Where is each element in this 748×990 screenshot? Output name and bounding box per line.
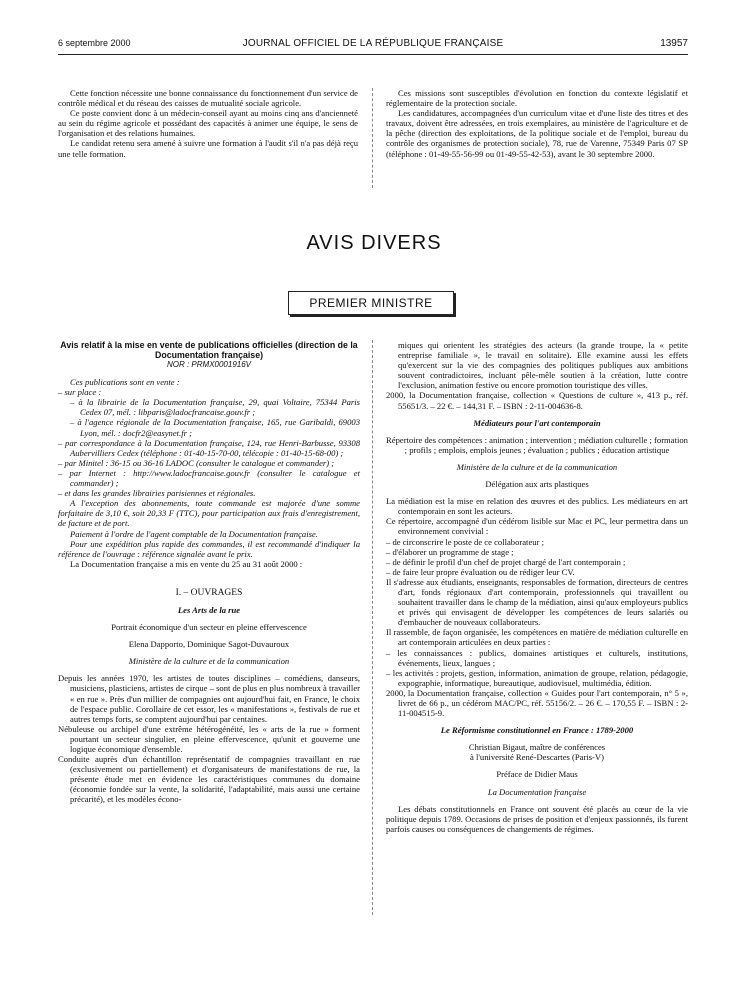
list-item: – les activités : projets, gestion, information, animation de groupe, relation, pédagogie, expographie, informatique, bureautique, audiovisuel, multimédia, édition. xyxy=(386,667,688,688)
paragraph: A l'exception des abonnements, toute commande est majorée d'une somme forfaitaire de 3,10 €, soit 20,33 F (TTC), pour participation aux frais d'enregistrement, de facture et de port. xyxy=(58,498,360,529)
paragraph: Paiement à l'ordre de l'agent comptable de la Documentation française. xyxy=(70,528,318,539)
section-heading: I. – OUVRAGES xyxy=(175,587,243,598)
journal-title: JOURNAL OFFICIEL DE LA RÉPUBLIQUE FRANÇAISE xyxy=(242,38,504,49)
reference: 2000, la Documentation française, collection « Guides pour l'art contemporain, n° 5 », livret de 66 p., un cédérom MAC/PC, réf. 55156/2. – 26 €. – 170,55 F. – ISBN : 2-11-004515-9. xyxy=(386,687,688,719)
list-item: – par Minitel : 36-15 ou 36-16 LADOC (consulter le catalogue et commander) ; xyxy=(58,457,335,468)
book-subtitle: Répertoire des compétences : animation ; intervention ; médiation culturelle ; formation ; profils ; emplois, emplois jeunes ; évaluation ; publics ; éducation artistique xyxy=(386,434,688,455)
book-author: Christian Bigaut, maître de conférences xyxy=(468,742,606,753)
list-item: – sur place : xyxy=(58,387,102,398)
paragraph: Les candidatures, accompagnées d'un curriculum vitae et d'une liste des titres et des travaux, doivent être adressées, en trois exemplaires, au ministère de l'agriculture et de la pêche (direction des exploitations, de la politique sociale et de l'emploi, bureau du contrôle des organismes de protection sociale), 78, rue de Varenne, 75349 Paris 07 SP (téléphone : 01-49-55-56-99 ou 01-49-55-42-53), avant le 30 septembre 2000. xyxy=(386,108,688,159)
paragraph: Depuis les années 1970, les artistes de toutes disciplines – comédiens, danseurs, musiciens, plasticiens, artistes de cirque – sont de plus en plus nombreux à travailler « en rue ». Près d'un millier de compagnies ont aujourd'hui fait, en France, le choix de l'espace public. Corollaire de cet essor, les « manifestations », festivals de rue et autres temps forts, se comptent aujourd'hui par centaines. xyxy=(58,673,360,724)
paragraph: Ce répertoire, accompagné d'un cédérom lisible sur Mac et PC, leur permettra dans un environnement convivial : xyxy=(386,516,688,537)
paragraph: Cette fonction nécessite une bonne connaissance du fonctionnement d'un service de contrôle médical et du réseau des caisses de mutualité sociale agricole. xyxy=(58,88,358,109)
ministry-box: PREMIER MINISTRE xyxy=(288,291,454,315)
main-left-column xyxy=(58,340,360,805)
top-right-column xyxy=(386,88,688,159)
book-affiliation: à l'université René-Descartes (Paris-V) xyxy=(470,752,604,763)
paragraph: Il rassemble, de façon organisée, les compétences en matière de médiation culturelle en art contemporain articulées en deux parties : xyxy=(386,627,688,648)
list-item: – par correspondance à la Documentation française, 124, rue Henri-Barbusse, 93308 Aubervilliers Cedex (téléphone : 01-40-15-70-00, télécopie : 01-40-15-68-00) ; xyxy=(58,437,360,458)
page-number: 13957 xyxy=(660,38,688,49)
paragraph: miques qui orientent les stratégies des acteurs (la grande troupe, la « petite entreprise familiale », le travail en solitaire). Elle examine aussi les effets qu'exercent sur la vie des compagnies des politiques publiques aux ambitions souvent contradictoires, incluant pêle-mêle soutien à la création, lutte contre l'exclusion, animation festive ou encore promotion touristique des villes. xyxy=(398,340,688,391)
paragraph: La médiation est la mise en relation des œuvres et des publics. Les médiateurs en art contemporain en sont les acteurs. xyxy=(386,496,688,517)
main-right-column xyxy=(386,340,688,834)
nor-reference: NOR : PRMX0001916V xyxy=(166,360,252,369)
page-header xyxy=(58,38,688,52)
top-left-column xyxy=(58,88,358,159)
list-item: – et dans les grandes librairies parisiennes et régionales. xyxy=(58,488,256,499)
paragraph: Il s'adresse aux étudiants, enseignants, responsables de formation, directeurs de centres d'art, fonds régionaux d'art contemporain, professionnels qui travaillent ou souhaitent travailler dans le champ de la médiation, ainsi qu'aux employeurs publics et privés qui envisagent de développer les compétences de leurs salariés ou d'embaucher de nouveaux collaborateurs. xyxy=(386,576,688,628)
list-item: – de définir le profil d'un chef de projet chargé de l'art contemporain ; xyxy=(386,556,626,567)
reference: 2000, la Documentation française, collection « Questions de culture », 413 p., réf. 55651/3. – 22 €. – 144,31 F. – ISBN : 2-11-004636-8. xyxy=(386,390,688,411)
paragraph: La Documentation française a mis en vente du 25 au 31 août 2000 : xyxy=(70,558,303,569)
book-title: Médiateurs pour l'art contemporain xyxy=(473,417,601,428)
header-rule xyxy=(58,54,688,55)
list-item: – de faire leur propre évaluation ou de rédiger leur CV. xyxy=(386,566,575,577)
column-separator xyxy=(372,88,373,188)
book-authors: Elena Dapporto, Dominique Sagot-Duvauroux xyxy=(128,639,290,650)
notice-title: Avis relatif à la mise en vente de publications officielles (direction de la Documentation française) xyxy=(60,340,358,360)
paragraph: Les débats constitutionnels en France ont souvent été placés au cœur de la vie politique depuis 1789. Occasions de prises de position et d'enjeux passionnés, ils furent parfois causes ou conséquences de changements de régimes. xyxy=(386,803,688,834)
book-title: Le Réformisme constitutionnel en France : 1789-2000 xyxy=(440,725,634,736)
book-subtitle: Portrait économique d'un secteur en pleine effervescence xyxy=(111,622,307,633)
book-ministry: Ministère de la culture et de la communication xyxy=(128,656,290,667)
list-item: – à l'agence régionale de la Documentation française, 165, rue Garibaldi, 69003 Lyon, mél. : docfr2@easynet.fr ; xyxy=(70,417,360,438)
list-item: – les connaissances : publics, domaines artistiques et culturels, institutions, événements, lieux, langues ; xyxy=(386,647,688,668)
paragraph: Le candidat retenu sera amené à suivre une formation à l'audit s'il n'a pas déjà reçu une telle formation. xyxy=(58,138,358,159)
book-title: Les Arts de la rue xyxy=(177,604,241,615)
paragraph: Conduite auprès d'un échantillon représentatif de compagnies travaillant en rue (exclusivement ou partiellement) et d'organisateurs de manifestations de rue, la présente étude met en évidence les caractéristiques communes du domaine (économie fondée sur la vente, la solidarité, l'adaptabilité, mais aussi une certaine précarité), et les modèles écono- xyxy=(58,754,360,805)
list-item: – à la librairie de la Documentation française, 29, quai Voltaire, 75344 Paris Cedex 07, mél. : libparis@ladocfrancaise.gouv.fr ; xyxy=(70,397,360,418)
book-publisher: La Documentation française xyxy=(487,786,587,797)
paragraph: Ce poste convient donc à un médecin-conseil ayant au moins cinq ans d'ancienneté au sein du régime agricole et possédant des capacités à animer une équipe, le sens de l'organisation et des relations humaines. xyxy=(58,108,358,139)
paragraph: Ces publications sont en vente : xyxy=(70,377,180,388)
section-title: AVIS DIVERS xyxy=(306,232,442,254)
list-item: – par Internet : http://www.ladocfrancaise.gouv.fr (consulter le catalogue et commander) ; xyxy=(58,467,360,489)
book-ministry: Ministère de la culture et de la communication xyxy=(456,461,618,472)
list-item: – d'élaborer un programme de stage ; xyxy=(386,546,514,557)
book-preface: Préface de Didier Maus xyxy=(496,769,578,780)
column-separator xyxy=(372,340,373,915)
book-delegation: Délégation aux arts plastiques xyxy=(485,479,589,490)
header-date: 6 septembre 2000 xyxy=(58,38,131,48)
paragraph: Nébuleuse ou archipel d'une extrême hétérogénéité, les « arts de la rue » forment pourtant un secteur singulier, en pleine effervescence, qu'unit et gouverne une logique économique d'ensemble. xyxy=(58,723,360,754)
list-item: – de circonscrire le poste de ce collaborateur ; xyxy=(386,536,544,547)
paragraph: Ces missions sont susceptibles d'évolution en fonction du contexte législatif et réglementaire de la protection sociale. xyxy=(386,88,688,109)
paragraph: Pour une expédition plus rapide des commandes, il est recommandé d'indiquer la référence de l'ouvrage : référence signalée avant le prix. xyxy=(58,538,360,559)
